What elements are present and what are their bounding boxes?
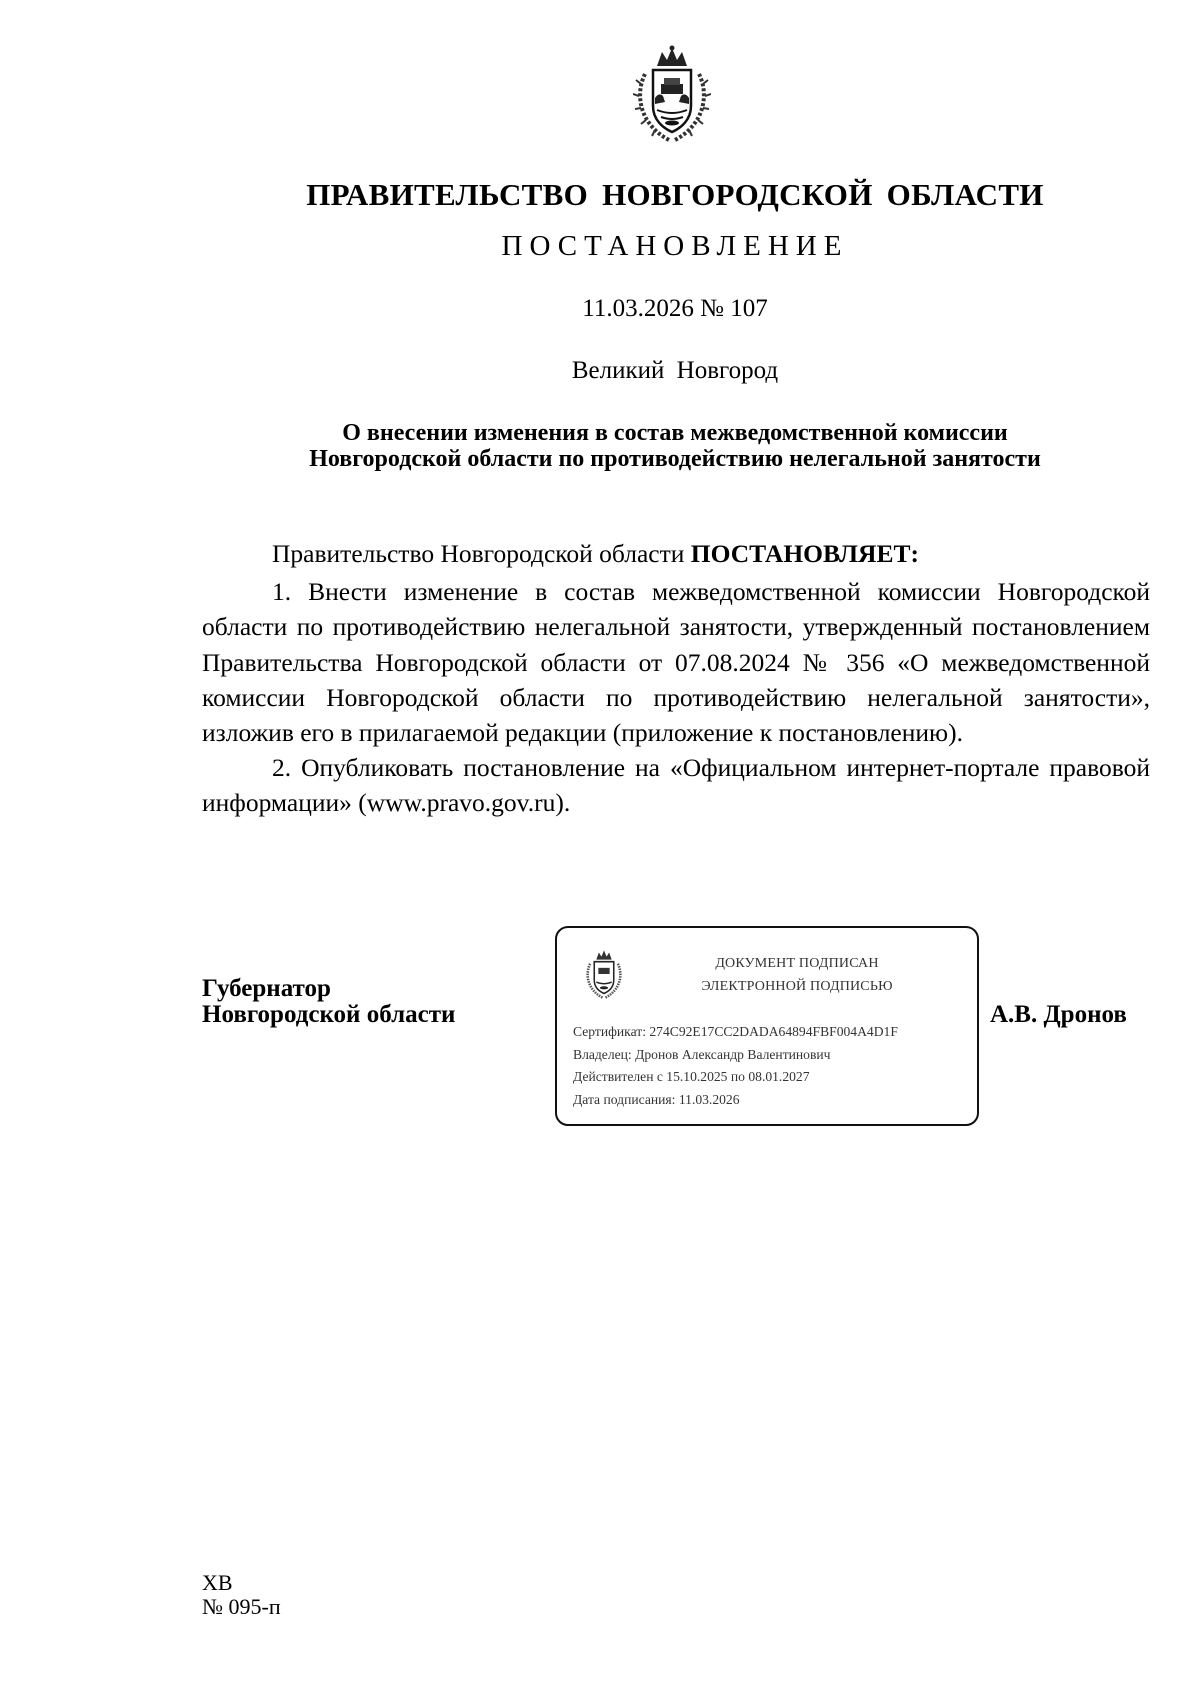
subject-line-1: О внесении изменения в состав межведомственной комиссии xyxy=(342,420,1008,446)
government-title: ПРАВИТЕЛЬСТВО НОВГОРОДСКОЙ ОБЛАСТИ xyxy=(306,177,1044,212)
signature-details xyxy=(573,1021,898,1111)
signer-title xyxy=(202,976,455,1028)
signer-name: А.В. Дронов xyxy=(990,1001,1127,1028)
signature-header-line-1: ДОКУМЕНТ ПОДПИСАН xyxy=(715,956,879,971)
lead-bold: ПОСТАНОВЛЯЕТ: xyxy=(690,539,919,568)
subject-line-2: Новгородской области по противодействию нелегальной занятости xyxy=(309,446,1041,472)
signature-validity: Действителен с 15.10.2025 по 08.01.2027 xyxy=(573,1069,810,1084)
resolution-item-1: 1. Внести изменение в состав межведомственной комиссии Новгородской области по противодействию нелегальной занятости, утвержденный постановлением Правительства Новгородской области от 07.08.2024 № 356 «О межведомственной комиссии Новгородской области по противодействию нелегальной занятости», изложив его в прилагаемой редакции (приложение к постановлению). xyxy=(202,577,1150,748)
footer-code xyxy=(202,1571,281,1619)
signer-title-line-2: Новгородской области xyxy=(202,1001,456,1028)
lead-text: Правительство Новгородской области xyxy=(272,539,691,568)
document-city: Великий Новгород xyxy=(571,357,779,384)
signature-owner: Владелец: Дронов Александр Валентинович xyxy=(573,1046,831,1062)
resolution-lead xyxy=(202,536,1150,571)
novgorod-coat-of-arms-icon xyxy=(633,44,711,144)
electronic-signature-stamp xyxy=(555,926,979,1126)
document-date-number: 11.03.2026 № 107 xyxy=(582,295,768,322)
footer-initials: ХВ xyxy=(202,1570,233,1595)
signature-certificate: Сертификат: 274C92E17CC2DADA64894FBF004A4D1F xyxy=(573,1024,898,1039)
document-body xyxy=(202,536,1150,821)
document-type: ПОСТАНОВЛЕНИЕ xyxy=(501,230,849,262)
document-subject xyxy=(200,420,1150,472)
signature-header-line-2: ЭЛЕКТРОННОЙ ПОДПИСЬЮ xyxy=(701,979,893,994)
signature-header xyxy=(637,952,957,998)
signer-title-line-1: Губернатор xyxy=(202,975,331,1002)
footer-reg-number: № 095-п xyxy=(202,1594,281,1619)
resolution-item-2: 2. Опубликовать постановление на «Официальном интернет-портале правовой информации» (www.pravo.gov.ru). xyxy=(202,753,1150,818)
signature-date: Дата подписания: 11.03.2026 xyxy=(573,1091,740,1107)
novgorod-coat-of-arms-icon xyxy=(584,946,624,1002)
